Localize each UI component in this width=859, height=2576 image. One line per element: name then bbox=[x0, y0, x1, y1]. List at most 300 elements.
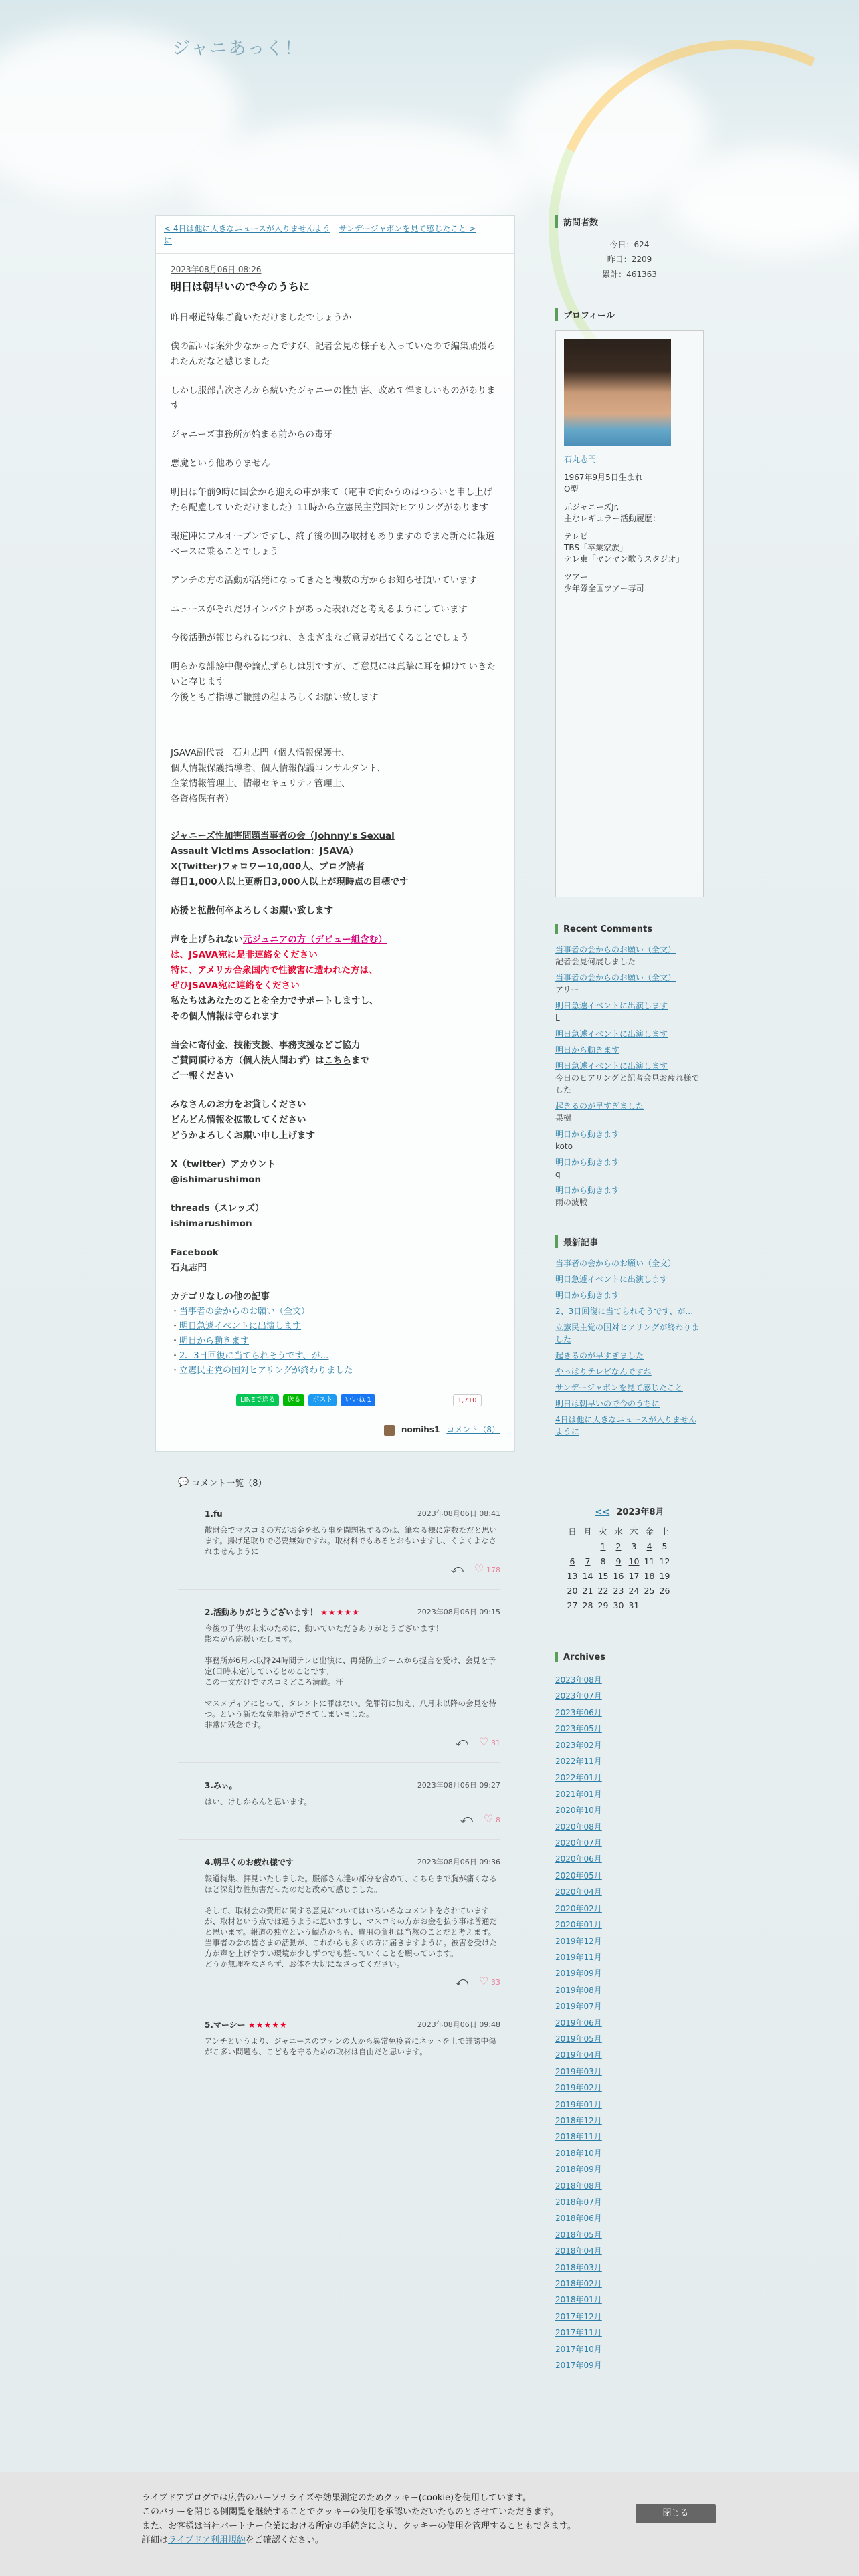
author-row bbox=[171, 1422, 500, 1438]
archive-link[interactable]: 2020年02月 bbox=[555, 1903, 602, 1913]
facebook-label: Facebook bbox=[171, 1247, 219, 1258]
category-list bbox=[171, 1305, 500, 1378]
profile-line: テレビ bbox=[564, 532, 588, 541]
list-item bbox=[555, 1819, 704, 1835]
like-count: 31 bbox=[491, 1739, 500, 1747]
calendar-day[interactable]: 4 bbox=[646, 1541, 652, 1551]
list-item bbox=[555, 1184, 704, 1208]
call-line: は、JSAVA宛に是非連絡をください bbox=[171, 950, 318, 960]
list-item bbox=[555, 1382, 704, 1394]
archive-link[interactable]: 2022年11月 bbox=[555, 1757, 602, 1767]
heart-icon[interactable]: ♡ bbox=[484, 1812, 494, 1825]
list-item bbox=[555, 2260, 704, 2276]
recent-comment-link[interactable]: 明日から動きます bbox=[555, 1158, 620, 1167]
comment-time: 2023年08月06日 09:48 bbox=[417, 2020, 500, 2029]
latest-post-link[interactable]: 立憲民主党の国対ヒアリングが終わりました bbox=[555, 1323, 700, 1344]
archive-link[interactable]: 2017年12月 bbox=[555, 2311, 602, 2321]
list-item bbox=[555, 2064, 704, 2080]
archive-link[interactable]: 2020年08月 bbox=[555, 1822, 602, 1832]
list-item: ・立憲民主党の国対ヒアリングが終わりました bbox=[171, 1366, 353, 1376]
rating-stars: ★★★★★ bbox=[248, 2020, 288, 2030]
recent-comment-link[interactable]: 当事者の会からのお願い（全文） bbox=[555, 973, 676, 982]
terms-link[interactable]: ライブドア利用規約 bbox=[168, 2535, 246, 2545]
comment-number: 1. bbox=[205, 1509, 213, 1519]
list-item bbox=[555, 1128, 704, 1152]
archive-link[interactable]: 2019年12月 bbox=[555, 1936, 602, 1946]
calendar-day: 22 bbox=[597, 1585, 609, 1596]
calendar-day bbox=[580, 1539, 595, 1553]
recent-comment-author: 雨の波戦 bbox=[555, 1198, 588, 1207]
list-item bbox=[555, 2129, 704, 2145]
list-item bbox=[555, 1028, 704, 1040]
profile-line: 少年隊全国ツアー専司 bbox=[564, 584, 644, 593]
list-item bbox=[555, 1884, 704, 1900]
x-post-button[interactable]: ポスト bbox=[308, 1394, 337, 1406]
call-line: 声を上げられない元ジュニアの方（デビュー組含む） bbox=[171, 934, 387, 945]
comment-count-link[interactable]: コメント（8） bbox=[446, 1425, 500, 1434]
archive-link[interactable]: 2022年01月 bbox=[555, 1773, 602, 1783]
category-link[interactable]: 立憲民主党の国対ヒアリングが終わりました bbox=[179, 1366, 353, 1376]
calendar-day: 18 bbox=[644, 1570, 655, 1581]
list-item bbox=[555, 2145, 704, 2161]
archive-link[interactable]: 2018年12月 bbox=[555, 2115, 602, 2125]
line-send-button[interactable]: 送る bbox=[283, 1394, 304, 1406]
latest-posts-widget bbox=[555, 1235, 704, 1438]
sidebar-heading: Archives bbox=[555, 1652, 704, 1662]
archive-link[interactable]: 2020年07月 bbox=[555, 1838, 602, 1848]
archive-link[interactable]: 2018年05月 bbox=[555, 2230, 602, 2240]
calendar-weekday: 金 bbox=[645, 1527, 654, 1537]
author-avatar bbox=[384, 1425, 395, 1436]
list-item bbox=[555, 2341, 704, 2357]
list-item bbox=[555, 1802, 704, 1818]
org-name: Assault Victims Association：JSAVA） bbox=[171, 846, 359, 857]
list-item bbox=[555, 1868, 704, 1884]
archive-link[interactable]: 2021年01月 bbox=[555, 1789, 602, 1799]
list-item bbox=[555, 2357, 704, 2373]
profile-photo[interactable] bbox=[564, 339, 671, 446]
list-item bbox=[555, 1305, 704, 1317]
list-item bbox=[555, 1769, 704, 1786]
calendar-table bbox=[565, 1524, 672, 1612]
comment bbox=[178, 1780, 500, 1840]
list-item bbox=[555, 1949, 704, 1965]
today-count: 今日：624 bbox=[609, 240, 650, 249]
entry-paragraph: 明らかな誹謗中傷や論点ずらしは別ですが、ご意見には真摯に耳を傾けていきたいと存じます bbox=[171, 661, 496, 687]
org-goal: 毎日1,000人以上更新日3,000人以上が現時点の目標です bbox=[171, 877, 409, 887]
next-entry-link[interactable]: サンデージャポンを見て感じたこと > bbox=[332, 223, 507, 247]
reply-icon[interactable]: ⤺ bbox=[460, 1812, 473, 1826]
comment-time: 2023年08月06日 09:15 bbox=[417, 1608, 500, 1616]
calendar-day: 29 bbox=[597, 1600, 609, 1610]
list-item: ・明日急遽イベントに出演します bbox=[171, 1321, 302, 1331]
list-item bbox=[555, 944, 704, 968]
signature-line: 各資格保有者） bbox=[171, 794, 234, 804]
entry-nav bbox=[156, 216, 514, 254]
cookie-close-button[interactable]: 閉じる bbox=[636, 2504, 716, 2523]
share-buttons bbox=[171, 1394, 500, 1406]
calendar-day: 17 bbox=[628, 1570, 640, 1581]
calendar-weekday: 土 bbox=[660, 1527, 669, 1537]
archive-link[interactable]: 2023年05月 bbox=[555, 1724, 602, 1734]
recent-comment-author: q bbox=[555, 1170, 561, 1179]
recent-comment-link[interactable]: 明日から動きます bbox=[555, 1130, 620, 1139]
list-item bbox=[555, 2194, 704, 2210]
list-item bbox=[555, 1786, 704, 1802]
sidebar-heading: プロフィール bbox=[555, 308, 704, 321]
archive-list bbox=[555, 1672, 704, 2373]
archive-link[interactable]: 2018年06月 bbox=[555, 2214, 602, 2224]
calendar-widget bbox=[555, 1505, 704, 1612]
comment-time: 2023年08月06日 08:41 bbox=[417, 1509, 500, 1518]
archive-link[interactable]: 2019年04月 bbox=[555, 2050, 602, 2060]
archive-link[interactable]: 2018年08月 bbox=[555, 2181, 602, 2191]
latest-post-link[interactable]: 当事者の会からのお願い（全文） bbox=[555, 1259, 676, 1268]
recent-comments-widget bbox=[555, 924, 704, 1208]
comment-author: 活動ありがとうございます！ bbox=[213, 1608, 318, 1617]
entry-paragraph: 報道陣にフルオープンですし、終了後の囲み取材もありますのでまた新たに報道ベースに乗ることでしょう bbox=[171, 531, 495, 557]
support-text: 応援と拡散何卒よろしくお願い致します bbox=[171, 905, 333, 916]
archive-link[interactable]: 2023年07月 bbox=[555, 1691, 602, 1701]
list-item bbox=[555, 2031, 704, 2047]
list-item bbox=[555, 1851, 704, 1867]
archive-link[interactable]: 2017年11月 bbox=[555, 2328, 602, 2338]
comment-time: 2023年08月06日 09:36 bbox=[417, 1858, 500, 1866]
heart-icon[interactable]: ♡ bbox=[479, 1975, 489, 1988]
list-item bbox=[555, 1917, 704, 1933]
threads-handle: ishimarushimon bbox=[171, 1218, 252, 1229]
reply-icon[interactable]: ⤺ bbox=[450, 1562, 464, 1576]
list-item bbox=[555, 2080, 704, 2096]
list-item bbox=[555, 1705, 704, 1721]
list-item bbox=[555, 972, 704, 996]
archive-link[interactable]: 2020年10月 bbox=[555, 1806, 602, 1816]
list-item bbox=[555, 1156, 704, 1180]
call-line: ぜひJSAVA宛に連絡をください bbox=[171, 980, 300, 991]
list-item bbox=[555, 2210, 704, 2226]
archive-link[interactable]: 2019年07月 bbox=[555, 2002, 602, 2012]
entry-paragraph: 悪魔という他ありません bbox=[171, 458, 270, 469]
archive-link[interactable]: 2020年06月 bbox=[555, 1854, 602, 1864]
author-name[interactable]: nomihs1 bbox=[401, 1425, 440, 1434]
list-item bbox=[555, 2309, 704, 2325]
call-line: 私たちはあなたのことを全力でサポートしますし、 bbox=[171, 996, 379, 1006]
category-heading: カテゴリなしの他の記事 bbox=[171, 1291, 270, 1302]
list-item bbox=[555, 2015, 704, 2031]
calendar-weekday: 水 bbox=[614, 1527, 623, 1537]
hatena-bookmark-button[interactable]: 1,710 bbox=[453, 1394, 482, 1406]
category-link[interactable]: 明日急遽イベントに出演します bbox=[179, 1321, 302, 1331]
heart-icon[interactable]: ♡ bbox=[479, 1735, 489, 1748]
recent-comment-author: 記者会見何展しました bbox=[555, 957, 636, 966]
comment-number: 4. bbox=[205, 1858, 213, 1867]
list-item bbox=[555, 1398, 704, 1410]
category-link[interactable]: 2、3日回復に当てられそうです、が… bbox=[179, 1351, 329, 1361]
yesterday-count: 昨日：2209 bbox=[607, 255, 652, 264]
visitor-counter bbox=[555, 215, 704, 282]
calendar-day: 23 bbox=[613, 1585, 624, 1596]
list-item bbox=[555, 1100, 704, 1124]
site-title[interactable]: ジャニあっく！ bbox=[173, 39, 304, 59]
list-item bbox=[555, 2161, 704, 2177]
archive-link[interactable]: 2019年01月 bbox=[555, 2099, 602, 2109]
calendar-day[interactable]: 1 bbox=[600, 1541, 606, 1551]
like-count: 8 bbox=[496, 1816, 500, 1824]
archive-link[interactable]: 2017年10月 bbox=[555, 2344, 602, 2354]
calendar-day: 31 bbox=[628, 1600, 640, 1610]
calendar-month: 2023年8月 bbox=[616, 1507, 664, 1517]
comment-author: 朝早くのお疲れ様です bbox=[213, 1858, 294, 1867]
call-line: その個人情報は守られます bbox=[171, 1011, 279, 1022]
like-count: 33 bbox=[491, 1978, 500, 1987]
archive-link[interactable]: 2018年01月 bbox=[555, 2295, 602, 2305]
list-item bbox=[555, 2047, 704, 2063]
calendar-day bbox=[642, 1598, 657, 1612]
entry-paragraph: しかし服部吉次さんから続いたジャニーの性加害、改めて悍ましいものがあります bbox=[171, 385, 496, 411]
entry-paragraph: ジャニーズ事務所が始まる前からの毒牙 bbox=[171, 429, 333, 440]
list-item bbox=[555, 1273, 704, 1285]
profile-line: 主なレギュラー活動履歴： bbox=[564, 514, 661, 523]
x-label: X（twitter）アカウント bbox=[171, 1159, 276, 1170]
list-item bbox=[555, 1965, 704, 1981]
latest-post-link[interactable]: 4日は他に大きなニュースが入りませんように bbox=[555, 1415, 697, 1436]
entry-paragraph: 今後ともご指導ご鞭撻の程よろしくお願い致します bbox=[171, 692, 379, 703]
closing-line: みなさんのお力をお貸しください bbox=[171, 1099, 306, 1110]
archive-link[interactable]: 2020年04月 bbox=[555, 1887, 602, 1897]
list-item bbox=[555, 1000, 704, 1024]
archive-link[interactable]: 2019年09月 bbox=[555, 1969, 602, 1979]
latest-post-link[interactable]: サンデージャポンを見て感じたこと bbox=[555, 1383, 683, 1392]
signature-line: 個人情報保護指導者、個人情報保護コンサルタント、 bbox=[171, 763, 386, 774]
archive-link[interactable]: 2023年06月 bbox=[555, 1707, 602, 1717]
archive-link[interactable]: 2023年02月 bbox=[555, 1740, 602, 1750]
calendar-day[interactable]: 7 bbox=[585, 1555, 591, 1566]
comment-author: マーシー bbox=[213, 2020, 246, 2030]
recent-comment-link[interactable]: 明日急遽イベントに出演します bbox=[555, 1061, 668, 1071]
latest-post-link[interactable]: やっぱりテレビなんですね bbox=[555, 1367, 652, 1376]
entry-title: 明日は朝早いので今のうちに bbox=[171, 280, 310, 293]
threads-label: threads（スレッズ） bbox=[171, 1203, 264, 1214]
archives-widget bbox=[555, 1652, 704, 2373]
comment-text: はい、けしからんと思います。 bbox=[205, 1797, 312, 1806]
calendar-day: 28 bbox=[582, 1600, 593, 1610]
comment-author: みぃ。 bbox=[213, 1781, 237, 1790]
like-count: 178 bbox=[486, 1566, 500, 1574]
list-item bbox=[555, 2243, 704, 2259]
calendar-day: 21 bbox=[582, 1585, 593, 1596]
comment bbox=[178, 2020, 500, 2070]
comment-time: 2023年08月06日 09:27 bbox=[417, 1781, 500, 1790]
list-item bbox=[555, 2227, 704, 2243]
archive-link[interactable]: 2017年09月 bbox=[555, 2361, 602, 2371]
entry-paragraph: 僕の話いは案外少なかったですが、記者会見の様子も入っていたので編集頑張られたんだなと感じました bbox=[171, 341, 496, 367]
archive-link[interactable]: 2018年04月 bbox=[555, 2246, 602, 2256]
org-name: ジャニーズ性加害問題当事者の会（Johnny's Sexual bbox=[171, 831, 395, 841]
reply-icon[interactable]: ⤺ bbox=[455, 1975, 468, 1989]
rating-stars: ★★★★★ bbox=[320, 1608, 360, 1617]
list-item bbox=[555, 2325, 704, 2341]
calendar-day[interactable]: 9 bbox=[615, 1555, 622, 1566]
profile-line: テレ東「ヤンヤン歌うスタジオ」 bbox=[564, 554, 684, 564]
list-item bbox=[555, 1414, 704, 1438]
archive-link[interactable]: 2018年10月 bbox=[555, 2148, 602, 2158]
list-item bbox=[555, 2292, 704, 2308]
calendar-prev-link[interactable]: << bbox=[595, 1507, 610, 1517]
comment-number: 2. bbox=[205, 1608, 213, 1617]
list-item bbox=[555, 1672, 704, 1688]
comments-section bbox=[155, 1476, 515, 2070]
category-link[interactable]: 明日から動きます bbox=[179, 1336, 250, 1346]
comment-text: 報道特集、拝見いたしました。服部さん達の部分を含めて、こちらまで胸が痛くなるほど深刻な性加害だったのだと改めて感じました。 そして、取材会の費用に関する意見についてはいろいろなコメントをされていますが、取材という点では違うように思いますし、マスコミの方がお金を払う事は普通だと思います。報道の独立という観点からも、費用の負担は当然のことだと考えます。 当事者の会の皆さまの活動が、これからも多くの方に届きますように。被害を受けた方が声を上げやすい環境が少しずつでも整っていくことを願っています。 どうか無理をなさらず、お体を大切になさってください。 bbox=[205, 1874, 497, 1969]
list-item bbox=[555, 1835, 704, 1851]
latest-post-link[interactable]: 明日急遽イベントに出演します bbox=[555, 1275, 668, 1284]
profile-line: O型 bbox=[564, 484, 579, 494]
recent-comment-author: koto bbox=[555, 1142, 573, 1151]
archive-link[interactable]: 2019年06月 bbox=[555, 2018, 602, 2028]
profile-name-link[interactable]: 石丸志門 bbox=[564, 455, 597, 464]
calendar-day bbox=[657, 1598, 672, 1612]
list-item bbox=[555, 1366, 704, 1378]
archive-link[interactable]: 2019年05月 bbox=[555, 2034, 602, 2044]
help-line: ご賛同頂ける方（個人法人問わず）はこちらまで bbox=[171, 1055, 369, 1066]
calendar-day: 30 bbox=[613, 1600, 624, 1610]
calendar-weekday: 木 bbox=[630, 1527, 638, 1537]
archive-link[interactable]: 2019年08月 bbox=[555, 1985, 602, 1995]
reply-icon[interactable]: ⤺ bbox=[455, 1735, 468, 1749]
line-share-button[interactable]: LINEで送る bbox=[236, 1394, 279, 1406]
calendar-day: 5 bbox=[662, 1541, 668, 1551]
archive-link[interactable]: 2023年08月 bbox=[555, 1675, 602, 1685]
list-item: ・2、3日回復に当てられそうです、が… bbox=[171, 1351, 329, 1361]
list-item bbox=[555, 2276, 704, 2292]
junior-link[interactable]: 元ジュニアの方（デビュー組含む） bbox=[243, 934, 387, 945]
main-column bbox=[155, 215, 515, 2088]
archive-link[interactable]: 2019年11月 bbox=[555, 1952, 602, 1962]
calendar-day: 14 bbox=[582, 1570, 593, 1581]
calendar-weekday: 火 bbox=[599, 1527, 607, 1537]
archive-link[interactable]: 2019年02月 bbox=[555, 2083, 602, 2093]
archive-link[interactable]: 2018年02月 bbox=[555, 2279, 602, 2289]
calendar-day: 11 bbox=[644, 1555, 655, 1566]
entry-body bbox=[156, 254, 514, 1451]
comment bbox=[178, 1857, 500, 2002]
profile-widget bbox=[555, 308, 704, 897]
recent-comment-author: 果樹 bbox=[555, 1113, 572, 1123]
archive-link[interactable]: 2018年03月 bbox=[555, 2262, 602, 2272]
comment bbox=[178, 1509, 500, 1590]
facebook-like-button[interactable]: いいね 1 bbox=[341, 1394, 375, 1406]
calendar-day[interactable]: 6 bbox=[569, 1555, 575, 1566]
speech-bubble-icon: 💬 bbox=[178, 1477, 189, 1487]
calendar-day[interactable]: 2 bbox=[615, 1541, 622, 1551]
list-item bbox=[555, 1350, 704, 1362]
profile-line: 元ジャニーズJr. bbox=[564, 502, 619, 512]
cookie-text: ライブドアブログでは広告のパーソナライズや効果測定のためクッキー(cookie)を使用しています。 このバナーを閉じる例閲覧を継続することでクッキーの使用を承認いただいたものとさせていただきます。 また、お客様は当社パートナー企業における所定の手続きにより、クッキーの使用を管理することもできます。 詳細はライブドア利用規約をご確認ください。 bbox=[142, 2493, 576, 2545]
recent-comment-author: 今日のヒアリングと記者会見お疲れ様でした bbox=[555, 1073, 700, 1095]
recent-comment-link[interactable]: 明日から動きます bbox=[555, 1186, 620, 1195]
recent-comment-link[interactable]: 明日急遽イベントに出演します bbox=[555, 1029, 668, 1039]
calendar-day[interactable]: 10 bbox=[628, 1555, 640, 1566]
archive-link[interactable]: 2020年01月 bbox=[555, 1920, 602, 1930]
profile-line: ツアー bbox=[564, 572, 588, 582]
calendar-day: 25 bbox=[644, 1585, 655, 1596]
calendar-day: 24 bbox=[628, 1585, 640, 1596]
list-item bbox=[555, 2097, 704, 2113]
comment-number: 3. bbox=[205, 1781, 213, 1790]
cookie-banner bbox=[0, 2472, 859, 2576]
help-line: ご一報ください bbox=[171, 1071, 234, 1081]
list-item bbox=[555, 1998, 704, 2014]
entry-paragraph: 昨日報道特集ご覧いただけましたでしょうか bbox=[171, 312, 351, 323]
contact-link[interactable]: こちら bbox=[324, 1055, 351, 1066]
list-item bbox=[555, 1901, 704, 1917]
comments-heading: 💬 コメント一覧（8） bbox=[178, 1477, 267, 1489]
prev-entry-link[interactable]: < 4日は他に大きなニュースが入りませんように bbox=[164, 224, 330, 245]
latest-post-link[interactable]: 明日は朝早いので今のうちに bbox=[555, 1399, 660, 1408]
comment-text: アンチというより、ジャニーズのファンの人から異常免疫者にネットを上で誹謗中傷がこ多い問題も、こどもを守るための取材は自由だと思います。 bbox=[205, 2036, 496, 2056]
comment bbox=[178, 1607, 500, 1763]
call-line: 特に、アメリカ合衆国内で性被害に遭われた方は、 bbox=[171, 965, 378, 976]
x-handle: @ishimarushimon bbox=[171, 1174, 262, 1185]
archive-link[interactable]: 2018年11月 bbox=[555, 2132, 602, 2142]
archive-link[interactable]: 2020年05月 bbox=[555, 1870, 602, 1881]
list-item bbox=[555, 1933, 704, 1949]
category-link[interactable]: 当事者の会からのお願い（全文） bbox=[179, 1307, 310, 1317]
sidebar-heading: 最新記事 bbox=[555, 1235, 704, 1248]
calendar-day: 15 bbox=[597, 1570, 609, 1581]
entry-paragraph: アンチの方の活動が活発になってきたと複数の方からお知らせ頂いています bbox=[171, 575, 478, 586]
list-item bbox=[555, 1060, 704, 1096]
archive-link[interactable]: 2018年07月 bbox=[555, 2197, 602, 2207]
entry-paragraph: 今後活動が報じられるにつれ、さまざまなご意見が出てくることでしょう bbox=[171, 633, 470, 643]
facebook-name: 石丸志門 bbox=[171, 1263, 207, 1273]
list-item bbox=[555, 1737, 704, 1753]
archive-link[interactable]: 2018年09月 bbox=[555, 2165, 602, 2175]
latest-post-link[interactable]: 起きるのが早すぎました bbox=[555, 1351, 644, 1360]
sidebar-heading: Recent Comments bbox=[555, 924, 704, 934]
calendar-day: 8 bbox=[600, 1555, 606, 1566]
recent-comment-link[interactable]: 明日から動きます bbox=[555, 1045, 620, 1055]
calendar-day: 12 bbox=[659, 1555, 670, 1566]
list-item bbox=[555, 2113, 704, 2129]
closing-line: どんどん情報を拡散してください bbox=[171, 1115, 306, 1125]
list-item bbox=[555, 1289, 704, 1301]
latest-post-link[interactable]: 2、3日回復に当てられそうです、が… bbox=[555, 1307, 694, 1316]
recent-comment-link[interactable]: 明日急遽イベントに出演します bbox=[555, 1001, 668, 1010]
calendar-day: 16 bbox=[613, 1570, 624, 1581]
comment-author: fu bbox=[213, 1509, 223, 1519]
heart-icon[interactable]: ♡ bbox=[474, 1562, 484, 1575]
recent-comment-author: L bbox=[555, 1013, 560, 1023]
signature-line: 企業情報管理士、情報セキュリティ管理士、 bbox=[171, 778, 351, 789]
calendar-weekday: 日 bbox=[568, 1527, 577, 1537]
recent-comment-author: アリー bbox=[555, 985, 579, 994]
recent-comment-link[interactable]: 当事者の会からのお願い（全文） bbox=[555, 945, 676, 954]
archive-link[interactable]: 2019年03月 bbox=[555, 2066, 602, 2076]
entry-paragraph: 明日は午前9時に国会から迎えの車が来て（電車で向かうのはつらいと申し上げたら配慮していただけました）11時から立憲民主党国対ヒアリングがあります bbox=[171, 487, 493, 513]
recent-comment-link[interactable]: 起きるのが早すぎました bbox=[555, 1101, 644, 1111]
sidebar-heading: 訪問者数 bbox=[555, 215, 704, 228]
list-item bbox=[555, 1721, 704, 1737]
list-item: ・明日から動きます bbox=[171, 1336, 250, 1346]
list-item bbox=[555, 1753, 704, 1769]
latest-post-link[interactable]: 明日から動きます bbox=[555, 1291, 620, 1300]
profile-line: 1967年9月5日生まれ bbox=[564, 473, 643, 482]
entry-date[interactable]: 2023年08月06日 08:26 bbox=[171, 265, 262, 274]
comment-text: 今後の子供の未来のために、動いていただきありがとうございます！ 影ながら応援いたします。 事務所が6月末以降24時間テレビ出演に、再発防止チームから提言を受け、会見を予定(日時未定)しているとのことです。 この一文だけでマスコミどころ満載。汗 マスメディアにとって、タレントに罪はない。免罪符に加え、八月末以降の会見を待つ。という新たな免罪符ができてしまいました。 非常に残念です。 bbox=[205, 1624, 497, 1729]
calendar-day: 20 bbox=[567, 1585, 578, 1596]
list-item bbox=[555, 1321, 704, 1346]
